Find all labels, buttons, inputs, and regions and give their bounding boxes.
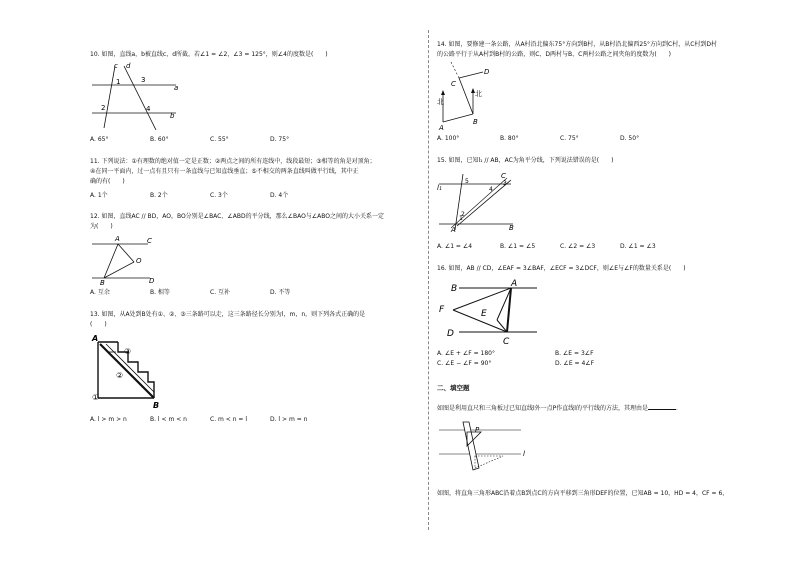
angle-4: 4 <box>489 186 493 193</box>
q13-option-b: B. l < m < n <box>150 416 187 423</box>
q12-option-b: B. 相等 <box>150 289 170 296</box>
label-C: C <box>451 80 456 88</box>
question-17-figure <box>437 418 527 474</box>
q12-option-c: C. 互补 <box>210 289 231 296</box>
question-18-text: 如图，将直角三角形ABC沿着点B到点C的方向平移到三角形DEF的位置，已知AB = 10，HD = 4，CF = 6， <box>437 490 729 497</box>
q13-option-d: D. l > m = n <box>270 416 308 423</box>
question-12-figure <box>90 234 160 286</box>
q14-option-c: C. 75° <box>560 135 579 142</box>
question-11-line-3: 确的有( ) <box>90 178 125 185</box>
q14-option-b: B. 80° <box>500 135 519 142</box>
q14-option-d: D. 50° <box>620 135 640 142</box>
label-l: l <box>523 450 525 458</box>
label-C: C <box>503 337 510 347</box>
question-14-line-1: 14. 如图，要修建一条公路，从A村沿北偏东75°方向到B村，从B村沿北偏西25°方向到C村，从C村到D村 <box>437 41 718 48</box>
label-A: A <box>511 279 518 289</box>
angle-1: 1 <box>459 215 463 222</box>
question-13-line-2: ( ) <box>90 321 107 328</box>
question-17-stem: 如图是利用直尺和三角板过已知直线l外一点P作直线l的平行线的方法，其理由是 <box>437 405 648 412</box>
question-16-stem: 16. 如图，AB // CD，∠EAF = 3∠BAF，∠ECF = 3∠DCF，则∠E与∠F的数量关系是( ) <box>437 265 686 272</box>
label-A: A <box>451 226 456 234</box>
label-F: F <box>439 305 445 315</box>
q10-option-d: D. 75° <box>270 136 290 143</box>
label-A: A <box>439 124 444 132</box>
q14-option-a: A. 100° <box>437 135 460 142</box>
question-17-text <box>437 404 682 413</box>
question-14-line-2: 的公路平行于从A村到B村的公路，则C、D两村与B、C两村公路之间夹角的度数为( ) <box>437 51 672 58</box>
q13-option-a: A. l > m > n <box>90 416 127 423</box>
q16-option-b: B. ∠E = 3∠F <box>555 350 594 357</box>
label-C: C <box>147 237 152 245</box>
question-12-line-1: 12. 如图，直线AC // BD，AO，BO分别是∠BAC、∠ABD的平分线，那么∠BAO与∠ABO之间的大小关系一定 <box>90 213 385 220</box>
question-15-stem: 15. 如图，已知l₁ // AB，AC为角平分线，下列说法错误的是( ) <box>437 157 614 164</box>
angle-2: 2 <box>101 104 106 112</box>
section-title-fill-in: 二、填空题 <box>437 384 470 392</box>
column-divider <box>428 30 429 530</box>
q12-option-d: D. 不等 <box>270 289 291 296</box>
path-3-label: ③ <box>124 347 132 356</box>
label-P: P <box>475 426 480 434</box>
q15-option-a: A. ∠1 = ∠4 <box>437 243 473 250</box>
label-d: d <box>126 62 131 70</box>
q16-option-d: D. ∠E = 4∠F <box>555 360 595 367</box>
answer-blank <box>648 409 676 410</box>
q15-option-c: C. ∠2 = ∠3 <box>560 243 596 250</box>
q12-option-a: A. 互余 <box>90 289 110 296</box>
label-B: B <box>451 284 458 294</box>
label-A: A <box>92 334 99 343</box>
angle-5: 5 <box>465 178 469 185</box>
question-13-figure <box>90 332 170 412</box>
q16-option-a: A. ∠E + ∠F = 180° <box>437 350 495 357</box>
north-label-b: 北 <box>475 90 482 98</box>
label-a: a <box>174 84 179 92</box>
q11-option-d: D. 4个 <box>270 192 289 199</box>
question-16-figure <box>437 274 547 346</box>
question-10-figure <box>90 60 190 132</box>
question-10-stem: 10. 如图，直线a，b被直线c，d所截，若∠1 = ∠2，∠3 = 125°，则∠4的度数是( ) <box>90 51 328 58</box>
angle-4: 4 <box>146 105 151 113</box>
question-14-figure <box>437 60 507 132</box>
q10-option-a: A. 65° <box>90 136 109 143</box>
q10-option-c: C. 55° <box>210 136 229 143</box>
label-E: E <box>481 309 487 319</box>
q13-option-c: C. m < n = l <box>210 416 248 423</box>
label-O: O <box>136 257 142 265</box>
label-C: C <box>501 172 506 180</box>
question-17-end: ． <box>675 405 682 412</box>
label-l1: l₁ <box>437 184 442 192</box>
q11-option-b: B. 2个 <box>150 192 168 199</box>
label-B: B <box>509 224 514 232</box>
q16-option-c: C. ∠E − ∠F = 90° <box>437 360 492 367</box>
label-D: D <box>484 68 490 76</box>
label-c: c <box>114 62 118 70</box>
question-11-line-1: 11. 下列说法：①有理数的绝对值一定是正数；②两点之间的所有连线中，线段最短；③相等的角是对顶角； <box>90 158 376 165</box>
q15-option-b: B. ∠1 = ∠5 <box>500 243 536 250</box>
label-D: D <box>447 329 454 339</box>
north-label-a: 北 <box>437 98 444 106</box>
question-13-line-1: 13. 如图，从A处到B处有①、②、③三条路可以走，这三条路径长分别为l，m，n，则下列各式正确的是 <box>90 311 366 318</box>
label-b: b <box>170 112 175 120</box>
label-B: B <box>100 279 105 287</box>
angle-1: 1 <box>116 78 121 86</box>
angle-3: 3 <box>503 180 507 187</box>
question-11-line-2: ④在同一平面内，过一点有且只有一条直线与已知直线垂直；⑤不相交的两条直线叫做平行线，其中正 <box>90 168 359 175</box>
q11-option-c: C. 3个 <box>210 192 228 199</box>
label-A: A <box>115 235 120 243</box>
label-D: D <box>149 277 155 285</box>
path-2-label: ② <box>116 371 124 380</box>
q10-option-b: B. 60° <box>150 136 169 143</box>
path-1-label: ① <box>92 393 100 402</box>
q15-option-d: D. ∠1 = ∠3 <box>620 243 656 250</box>
question-12-line-2: 为( ) <box>90 223 113 230</box>
question-15-figure <box>437 168 521 234</box>
label-B: B <box>473 118 478 126</box>
label-B: B <box>153 401 160 410</box>
q11-option-a: A. 1个 <box>90 192 108 199</box>
angle-3: 3 <box>141 76 146 84</box>
angle-2: 2 <box>461 211 465 218</box>
